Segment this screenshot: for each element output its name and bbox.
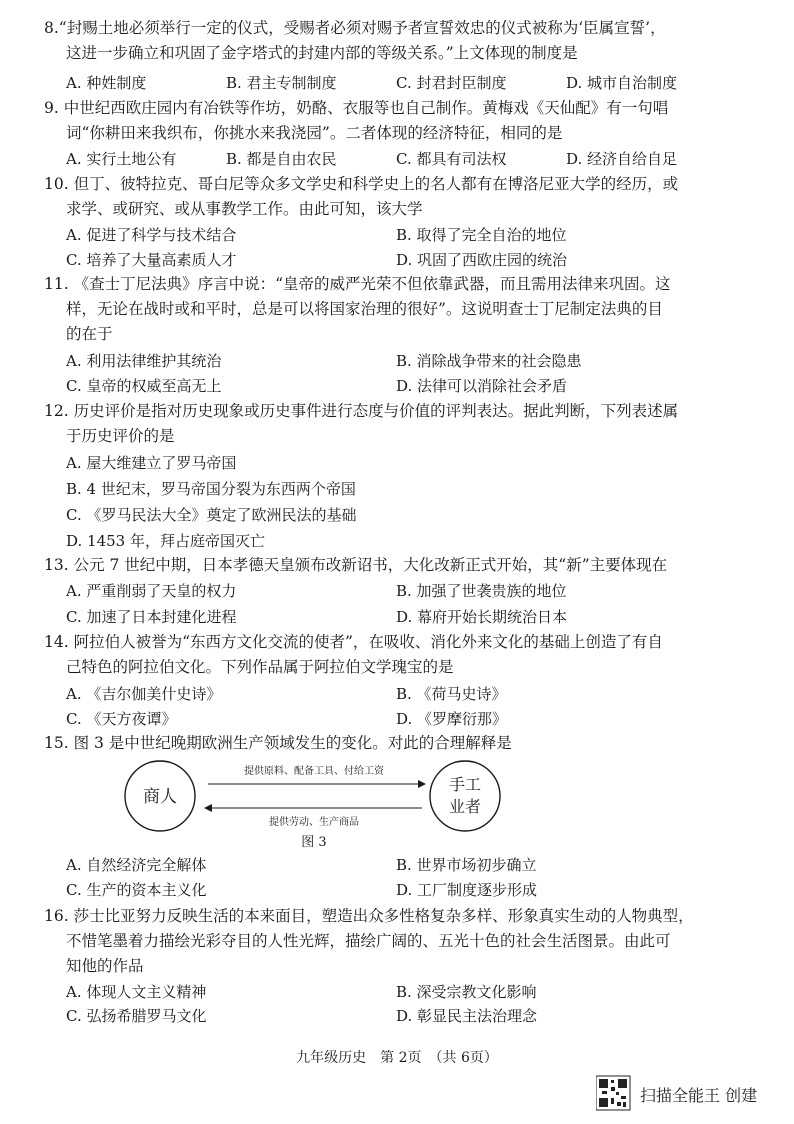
option-a: A. 促进了科学与技术结合	[66, 226, 237, 244]
question-stem-line: 13. 公元 7 世纪中期，日本孝德天皇颁布改新诏书，大化改新正式开始，其“新”主要体现在	[44, 556, 668, 574]
question-stem-line: 14. 阿拉伯人被誉为“东西方文化交流的使者”，在吸收、消化外来文化的基础上创造了有自	[44, 633, 663, 651]
option-c: C. 培养了大量高素质人才	[66, 251, 237, 269]
option-c: C. 加速了日本封建化进程	[66, 608, 237, 626]
question-stem-line: 12. 历史评价是指对历史现象或历史事件进行态度与价值的评判表达。据此判断，下列表述属	[44, 402, 679, 420]
question-16	[44, 904, 749, 979]
question-stem-line: 11. 《查士丁尼法典》序言中说：“皇帝的威严光荣不但依靠武器，而且需用法律来巩固。这	[44, 275, 671, 293]
question-12	[44, 399, 749, 449]
option-a: A. 实行土地公有	[66, 150, 177, 168]
option-a: A. 严重削弱了天皇的权力	[66, 582, 237, 600]
page-footer: 九年级历史 第 2页 （共 6页）	[296, 1050, 498, 1066]
option-d: D. 工厂制度逐步形成	[396, 881, 538, 899]
top-arrow-label: 提供原料、配备工具、付给工资	[244, 766, 384, 777]
option-d: D. 巩固了西欧庄园的统治	[396, 251, 568, 269]
option-c: C. 弘扬希腊罗马文化	[66, 1007, 207, 1025]
option-a: A. 利用法律维护其统治	[66, 352, 222, 370]
option-d: D. 1453 年，拜占庭帝国灭亡	[66, 532, 265, 550]
question-8	[44, 16, 749, 66]
question-9	[44, 96, 749, 146]
option-b: B. 君主专制制度	[226, 74, 337, 92]
bottom-arrow-head	[204, 804, 212, 812]
question-stem-line: 的在于	[66, 325, 113, 343]
question-stem-line: 词“你耕田来我织布，你挑水来我浇园”。二者体现的经济特征，相同的是	[66, 124, 563, 142]
option-d: D. 城市自治制度	[566, 74, 678, 92]
option-b: B. 消除战争带来的社会隐患	[396, 352, 582, 370]
option-c: C. 《天方夜谭》	[66, 710, 177, 728]
option-a: A. 自然经济完全解体	[66, 856, 207, 874]
figure-caption: 图 3	[301, 835, 327, 850]
option-c: C. 皇帝的权威至高无上	[66, 377, 222, 395]
option-c: C. 生产的资本主义化	[66, 881, 207, 899]
option-c: C. 《罗马民法大全》奠定了欧洲民法的基础	[66, 506, 357, 524]
bottom-arrow-label: 提供劳动、生产商品	[269, 817, 359, 828]
question-11	[44, 272, 749, 347]
question-stem-line: 8.“封赐土地必须举行一定的仪式，受赐者必须对赐予者宣誓效忠的仪式被称为‘臣属宣誓’，	[44, 19, 666, 37]
option-a: A. 《吉尔伽美什史诗》	[66, 685, 222, 703]
question-stem-line: 不惜笔墨着力描绘光彩夺目的人性光辉，描绘广阔的、五光十色的社会生活图景。由此可	[66, 932, 671, 950]
question-stem-line: 这进一步确立和巩固了金字塔式的封建内部的等级关系。”上文体现的制度是	[66, 44, 578, 62]
option-b: B. 世界市场初步确立	[396, 856, 537, 874]
question-stem-line: 己特色的阿拉伯文化。下列作品属于阿拉伯文学瑰宝的是	[66, 658, 454, 676]
artisan-label-line-2: 业者	[448, 797, 482, 816]
option-c: C. 都具有司法权	[396, 150, 507, 168]
watermark-text: 扫描全能王 创建	[640, 1086, 758, 1105]
question-stem-line: 16. 莎士比亚努力反映生活的本来面目，塑造出众多性格复杂多样、形象真实生动的人物典型，	[44, 907, 694, 925]
question-14	[44, 630, 749, 680]
option-b: B. 深受宗教文化影响	[396, 983, 537, 1001]
artisan-label-line-1: 手工	[448, 775, 482, 794]
option-a: A. 体现人文主义精神	[66, 983, 207, 1001]
option-b: B. 4 世纪末，罗马帝国分裂为东西两个帝国	[66, 480, 356, 498]
option-c: C. 封君封臣制度	[396, 74, 507, 92]
artisan-circle	[430, 761, 500, 831]
question-stem-line: 样，无论在战时或和平时，总是可以将国家治理的很好”。这说明查士丁尼制定法典的目	[66, 300, 663, 318]
qr-code-icon	[596, 1076, 630, 1110]
question-stem-line: 知他的作品	[66, 957, 144, 975]
option-b: B. 《荷马史诗》	[396, 685, 507, 703]
question-stem-line: 10. 但丁、彼特拉克、哥白尼等众多文学史和科学史上的名人都有在博洛尼亚大学的经历，或	[44, 175, 679, 193]
question-stem-line: 求学、或研究、或从事教学工作。由此可知，该大学	[66, 200, 423, 218]
question-stem-line: 9. 中世纪西欧庄园内有冶铁等作坊，奶酪、衣服等也自己制作。黄梅戏《天仙配》有一句唱	[44, 99, 669, 117]
option-b: B. 取得了完全自治的地位	[396, 226, 567, 244]
top-arrow-head	[418, 780, 426, 788]
option-b: B. 加强了世袭贵族的地位	[396, 582, 567, 600]
option-a: A. 种姓制度	[66, 74, 147, 92]
question-stem-line: 15. 图 3 是中世纪晚期欧洲生产领域发生的变化。对此的合理解释是	[44, 734, 512, 752]
question-13	[44, 553, 749, 578]
option-d: D. 彰显民主法治理念	[396, 1007, 538, 1025]
question-10	[44, 172, 749, 222]
option-d: D. 经济自给自足	[566, 150, 678, 168]
option-d: D. 法律可以消除社会矛盾	[396, 377, 568, 395]
option-d: D. 幕府开始长期统治日本	[396, 608, 568, 626]
option-a: A. 屋大维建立了罗马帝国	[66, 454, 237, 472]
question-stem-line: 于历史评价的是	[66, 427, 175, 445]
question-15	[44, 731, 749, 756]
merchant-label: 商人	[143, 787, 177, 807]
figure-3-diagram	[120, 756, 550, 851]
option-b: B. 都是自由农民	[226, 150, 337, 168]
option-d: D. 《罗摩衍那》	[396, 710, 508, 728]
